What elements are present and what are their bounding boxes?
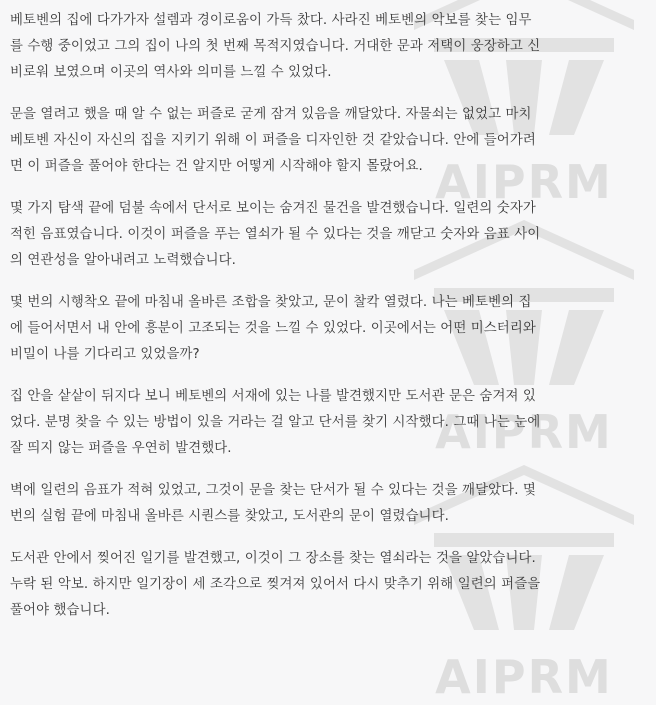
story-text	[10, 8, 646, 640]
paragraph-1	[10, 8, 646, 86]
paragraph-2	[10, 102, 646, 180]
watermark-text: AIPRM	[435, 155, 613, 209]
paragraph-4	[10, 290, 646, 368]
text-line: 적힌 음표였습니다. 이것이 퍼즐을 푸는 열쇠가 될 수 있다는 것을 깨닫고 숫자와 음표 사이	[10, 227, 541, 242]
text-line: 비로워 보였으며 이곳의 역사와 의미를 느낄 수 있었다.	[10, 65, 332, 80]
watermark-text: AIPRM	[435, 650, 613, 704]
text-line: 의 연관성을 알아내려고 노력했습니다.	[10, 253, 236, 268]
paragraph-6	[10, 478, 646, 530]
text-line: 풀어야 했습니다.	[10, 603, 110, 618]
text-line: 었다. 분명 찾을 수 있는 방법이 있을 거라는 걸 알고 단서를 찾기 시작했다. 그때 나는 눈에	[10, 415, 541, 430]
paragraph-3	[10, 196, 646, 274]
paragraph-5	[10, 384, 646, 462]
text-line: 를 수행 중이었고 그의 집이 나의 첫 번째 목적지였습니다. 거대한 문과 저택이 웅장하고 신	[10, 39, 541, 54]
text-line: 베토벤의 집에 다가가자 설렘과 경이로움이 가득 찼다. 사라진 베토벤의 악보를 찾는 임무	[10, 13, 532, 28]
text-line: 비밀이 나를 기다리고 있었을까?	[10, 347, 200, 362]
paragraph-7	[10, 546, 646, 624]
text-line: 몇 가지 탐색 끝에 덤불 속에서 단서로 보이는 숨겨진 물건을 발견했습니다. 일련의 숫자가	[10, 201, 536, 216]
text-line: 몇 번의 시행착오 끝에 마침내 올바른 조합을 찾았고, 문이 찰칵 열렸다. 나는 베토벤의 집	[10, 295, 532, 310]
watermark-text: AIPRM	[435, 405, 613, 459]
text-line: 잘 띄지 않는 퍼즐을 우연히 발견했다.	[10, 441, 232, 456]
text-line: 번의 실험 끝에 마침내 올바른 시퀀스를 찾았고, 도서관의 문이 열렸습니다.	[10, 509, 449, 524]
text-line: 누락 된 악보. 하지만 일기장이 세 조각으로 찢겨져 있어서 다시 맞추기 위해 일련의 퍼즐을	[10, 577, 541, 592]
text-line: 베토벤 자신이 자신의 집을 지키기 위해 이 퍼즐을 디자인한 것 같았습니다. 안에 들어가려	[10, 133, 536, 148]
text-line: 벽에 일련의 음표가 적혀 있었고, 그것이 문을 찾는 단서가 될 수 있다는 것을 깨달았다. 몇	[10, 483, 536, 498]
text-line: 에 들어서면서 내 안에 흥분이 고조되는 것을 느낄 수 있었다. 이곳에서는 어떤 미스터리와	[10, 321, 536, 336]
text-line: 도서관 안에서 찢어진 일기를 발견했고, 이것이 그 장소를 찾는 열쇠라는 것을 알았습니다.	[10, 551, 536, 566]
text-line: 집 안을 샅샅이 뒤지다 보니 베토벤의 서재에 있는 나를 발견했지만 도서관 문은 숨겨져 있	[10, 389, 536, 404]
text-line: 문을 열려고 했을 때 알 수 없는 퍼즐로 굳게 잠겨 있음을 깨달았다. 자물쇠는 없었고 마치	[10, 107, 532, 122]
text-line: 면 이 퍼즐을 풀어야 한다는 건 알지만 어떻게 시작해야 할지 몰랐어요.	[10, 159, 423, 174]
